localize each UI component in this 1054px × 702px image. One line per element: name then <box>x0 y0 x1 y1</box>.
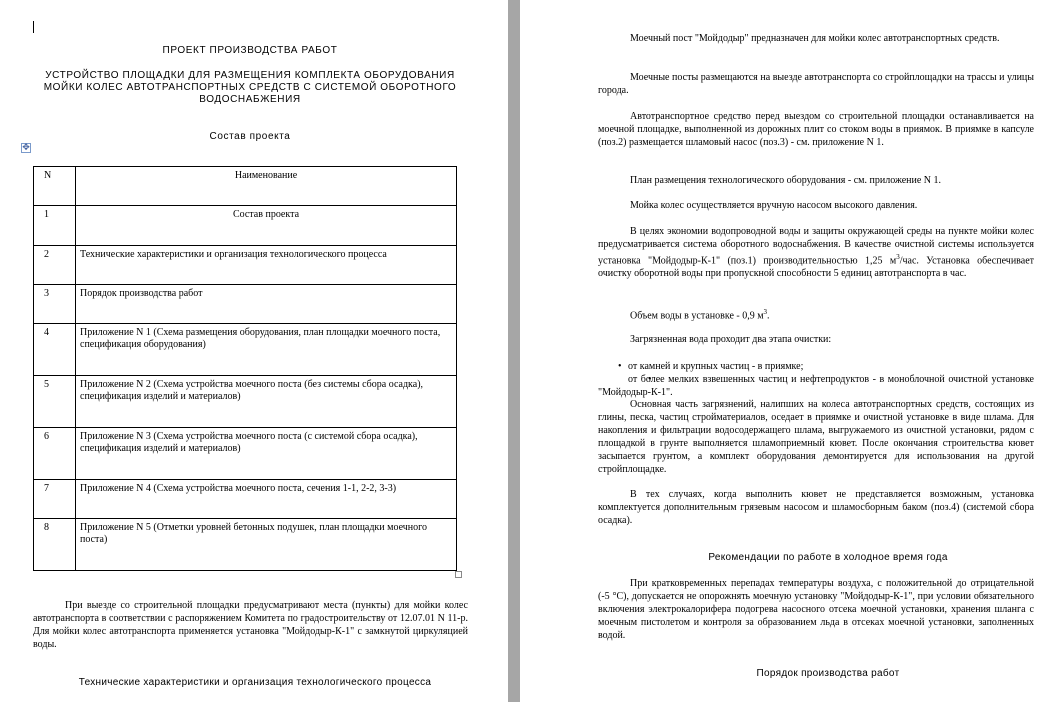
cubic-superscript: 3 <box>763 308 768 316</box>
row-name: Технические характеристики и организация технологического процесса <box>76 246 457 285</box>
table-row <box>34 246 457 285</box>
document-subtitle <box>40 70 460 106</box>
row-number: 6 <box>34 428 76 480</box>
paragraph-7-text: Объем воды в установке - 0,9 м <box>630 310 764 322</box>
table-row <box>34 519 457 571</box>
contents-table <box>33 166 457 571</box>
table-row <box>34 285 457 324</box>
bullet-item: • от камней и крупных частиц - в приямке; <box>598 360 1034 373</box>
paragraph-4: План размещения технологического оборудования - см. приложение N 1. <box>630 175 942 186</box>
row-name: Порядок производства работ <box>76 285 457 324</box>
row-number: 5 <box>34 376 76 428</box>
paragraph-3: Автотранспортное средство перед выездом со строительной площадки останавливается на моечной площадке, выполненной из дорожных плит со стоком воды в приямок. В приямке в капсуле (поз.2) размещается шламовый насос (поз.3) - см. приложение N 1. <box>598 111 1034 148</box>
row-number: 1 <box>34 206 76 246</box>
row-name: Приложение N 2 (Схема устройства моечного поста (без системы сбора осадка), спецификация изделий и материалов) <box>76 376 457 428</box>
row-name: Приложение N 4 (Схема устройства моечного поста, сечения 1-1, 2-2, 3-3) <box>76 480 457 519</box>
row-number: 2 <box>34 246 76 285</box>
table-row <box>34 376 457 428</box>
table-move-handle-icon[interactable]: ✥ <box>22 143 30 153</box>
subtitle-line: МОЙКИ КОЛЕС АВТОТРАНСПОРТНЫХ СРЕДСТВ С СИСТЕМОЙ ОБОРОТНОГО <box>43 82 457 93</box>
paragraph-6-text: /час. Установка обеспечивает очистку оборотной воды при пропускной способности 5 единиц автотранспорта в час. <box>598 255 1035 280</box>
paragraph-7-text: . <box>767 310 770 322</box>
row-number: 8 <box>34 519 76 571</box>
paragraph-11: При кратковременных перепадах температуры воздуха, с положительной до отрицательной (-5 °С), допускается не опорожнять моечную установку "Мойдодыр-К-1", при условии обязательного включения электрокалорифера подогрева насосного отсека моечной установки, хранения шланга с моечным пистолетом и контроля за образованием льда в отсеках моечной установки, заполненных водой. <box>598 578 1034 641</box>
row-number: 3 <box>34 285 76 324</box>
paragraph-7 <box>598 306 1034 322</box>
bullet-item: • от более мелких взвешенных частиц и нефтепродуктов - в моноблочной очистной установке "Мойдодыр-К-1". <box>598 373 1034 399</box>
page-gutter <box>508 0 520 702</box>
document-title: ПРОЕКТ ПРОИЗВОДСТВА РАБОТ <box>162 45 338 56</box>
table-resize-handle[interactable] <box>455 571 462 578</box>
paragraph-6-text: В целях экономии водопроводной воды и защиты окружающей среды на пункте мойки колес предусматривается система оборотного водоснабжения. В качестве очистной системы используется установка "Мойдодыр-К-1" (поз.1) производительностью 1,25 м <box>598 226 1034 267</box>
table-row <box>34 206 457 246</box>
bullet-list-items <box>598 360 1034 399</box>
table-row <box>34 480 457 519</box>
intro-paragraph: При выезде со строительной площадки предусматривают места (пункты) для мойки колес автотранспорта в соответствии с распоряжением Комитета по градостроительству от 12.07.01 N 11-р. Для мойки колес автотранспорта применяется установка "Мойдодыр-К-1" с замкнутой циркуляцией воды. <box>33 600 468 650</box>
paragraph-9: Основная часть загрязнений, налипших на колеса автотранспортных средств, состоящих из глины, песка, частиц стройматериалов, оседает в приямке и очистной установке в виде шлама. Для накопления и фильтрации водосодержащего шлама, выгружаемого из очистной установки, рядом с площадкой в грунте выполняется шламоприемный кювет. После окончания строительства кювет засыпается грунтом, а комплект оборудования демонтируется для использования на другой стройплощадке. <box>598 399 1034 475</box>
subtitle-line: ВОДОСНАБЖЕНИЯ <box>199 94 301 105</box>
table-header-name: Наименование <box>76 167 457 206</box>
paragraph-6 <box>598 225 1034 280</box>
row-name: Состав проекта <box>76 206 457 246</box>
table-row <box>34 324 457 376</box>
section-heading: Технические характеристики и организация технологического процесса <box>78 677 432 688</box>
text-cursor <box>33 21 34 33</box>
document-page-right <box>520 0 1054 702</box>
table-header-row <box>34 167 457 206</box>
paragraph-5: Мойка колес осуществляется вручную насосом высокого давления. <box>630 200 918 211</box>
bullet-list <box>598 360 1034 399</box>
table-row <box>34 428 457 480</box>
paragraph-1: Моечный пост "Мойдодыр" предназначен для мойки колес автотранспортных средств. <box>630 33 1000 44</box>
row-name: Приложение N 1 (Схема размещения оборудования, план площадки моечного поста, спецификация оборудования) <box>76 324 457 376</box>
contents-heading: Состав проекта <box>209 131 291 142</box>
subtitle-line: УСТРОЙСТВО ПЛОЩАДКИ ДЛЯ РАЗМЕЩЕНИЯ КОМПЛЕКТА ОБОРУДОВАНИЯ <box>45 70 455 81</box>
row-number: 4 <box>34 324 76 376</box>
section-heading: Порядок производства работ <box>756 668 900 679</box>
document-page-left <box>0 0 508 702</box>
paragraph-8: Загрязненная вода проходит два этапа очистки: <box>630 334 832 345</box>
row-name: Приложение N 3 (Схема устройства моечного поста (с системой сбора осадка), спецификация изделий и материалов) <box>76 428 457 480</box>
section-heading: Рекомендации по работе в холодное время года <box>708 552 948 563</box>
paragraph-2: Моечные посты размещаются на выезде автотранспорта со стройплощадки на трассы и улицы города. <box>598 72 1034 96</box>
table-header-num: N <box>34 167 76 206</box>
cubic-superscript: 3 <box>896 253 900 261</box>
row-number: 7 <box>34 480 76 519</box>
paragraph-10: В тех случаях, когда выполнить кювет не представляется возможным, установка комплектуется дополнительным грязевым насосом и шламосборным баком (поз.4) (системой сбора осадка). <box>598 489 1034 526</box>
row-name: Приложение N 5 (Отметки уровней бетонных подушек, план площадки моечного поста) <box>76 519 457 571</box>
